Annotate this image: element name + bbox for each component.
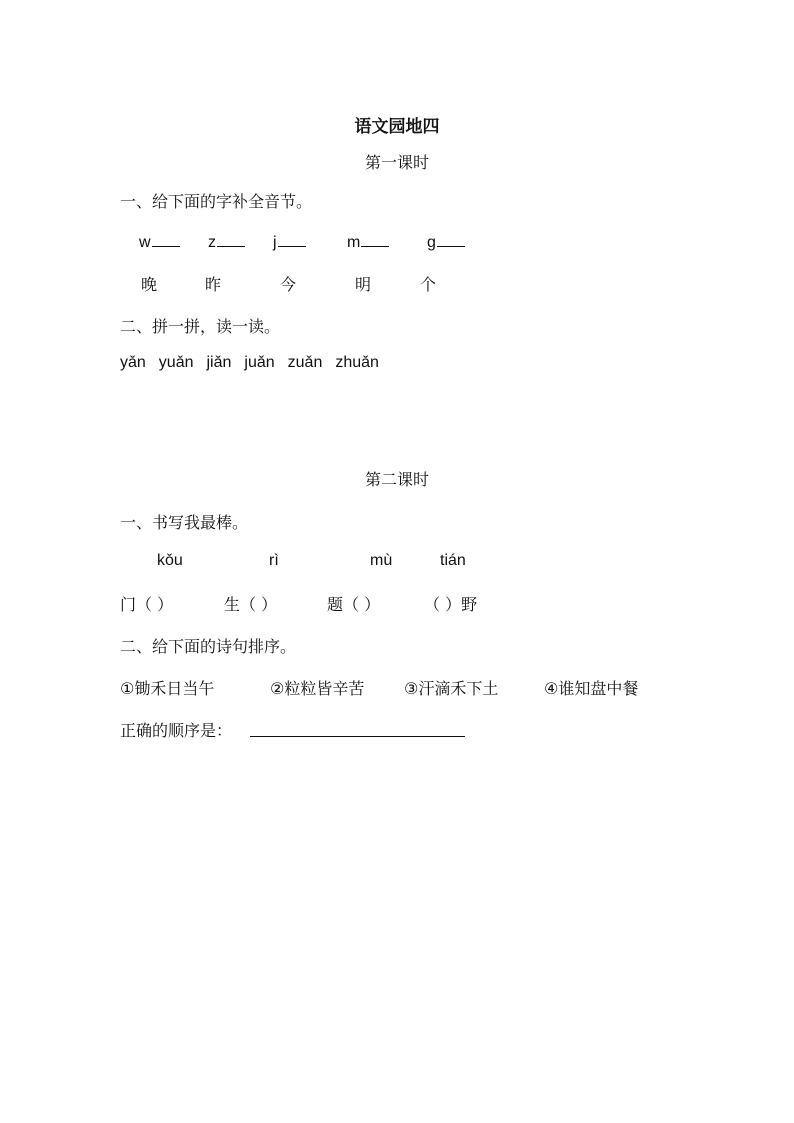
- pinyin-syllable: zuǎn: [287, 354, 323, 371]
- answer-label: 正确的顺序是：: [120, 721, 233, 740]
- initial-letter: m: [347, 234, 361, 251]
- syllable-blank-2[interactable]: [208, 232, 245, 252]
- lesson-2-question-1-prompt: 一、书写我最棒。: [120, 513, 249, 532]
- fill-blank[interactable]: [278, 232, 306, 247]
- lesson-2-question-2-prompt: 二、给下面的诗句排序。: [120, 637, 297, 656]
- pinyin-syllable: zhuǎn: [335, 354, 379, 371]
- pinyin-hint-4: tián: [440, 552, 466, 569]
- initial-letter: g: [427, 234, 436, 251]
- poem-line-2: ②粒粒皆辛苦: [270, 679, 365, 698]
- character-3: 今: [280, 275, 297, 294]
- fill-blank[interactable]: [217, 232, 245, 247]
- pinyin-hint-2: rì: [269, 552, 279, 569]
- syllable-blank-3[interactable]: [273, 232, 306, 252]
- pinyin-hint-1: kǒu: [157, 552, 183, 569]
- syllable-blank-1[interactable]: [139, 232, 180, 252]
- fill-blank[interactable]: [152, 232, 180, 247]
- poem-line-4: ④谁知盘中餐: [544, 679, 639, 698]
- word-blank-4[interactable]: （ ）野: [424, 595, 478, 614]
- pinyin-syllable: jiǎn: [206, 354, 232, 371]
- lesson-1-heading: 第一课时: [364, 153, 429, 172]
- pinyin-syllable: yuǎn: [158, 354, 194, 371]
- page-title: 语文园地四: [354, 117, 440, 137]
- lesson-2-heading: 第二课时: [364, 470, 429, 489]
- syllable-blank-5[interactable]: [427, 232, 465, 252]
- answer-fill-line[interactable]: [250, 736, 465, 737]
- pinyin-syllable-list: [120, 354, 379, 372]
- lesson-1-question-2-prompt: 二、拼一拼，读一读。: [120, 317, 281, 336]
- poem-line-3: ③汗滴禾下土: [404, 679, 499, 698]
- character-2: 昨: [205, 275, 222, 294]
- character-1: 晚: [141, 275, 158, 294]
- fill-blank[interactable]: [437, 232, 465, 247]
- initial-letter: w: [139, 234, 151, 251]
- initial-letter: j: [273, 234, 277, 251]
- word-blank-3[interactable]: 题（ ）: [327, 595, 381, 614]
- pinyin-syllable: yǎn: [120, 354, 146, 371]
- character-4: 明: [355, 275, 372, 294]
- syllable-blank-4[interactable]: [347, 232, 389, 252]
- character-5: 个: [420, 275, 437, 294]
- fill-blank[interactable]: [361, 232, 389, 247]
- pinyin-syllable: juǎn: [244, 354, 275, 371]
- lesson-1-question-1-prompt: 一、给下面的字补全音节。: [120, 192, 313, 211]
- initial-letter: z: [208, 234, 216, 251]
- poem-line-1: ①锄禾日当午: [120, 679, 215, 698]
- word-blank-2[interactable]: 生（ ）: [224, 595, 278, 614]
- pinyin-hint-3: mù: [370, 552, 393, 569]
- word-blank-1[interactable]: 门（ ）: [120, 595, 174, 614]
